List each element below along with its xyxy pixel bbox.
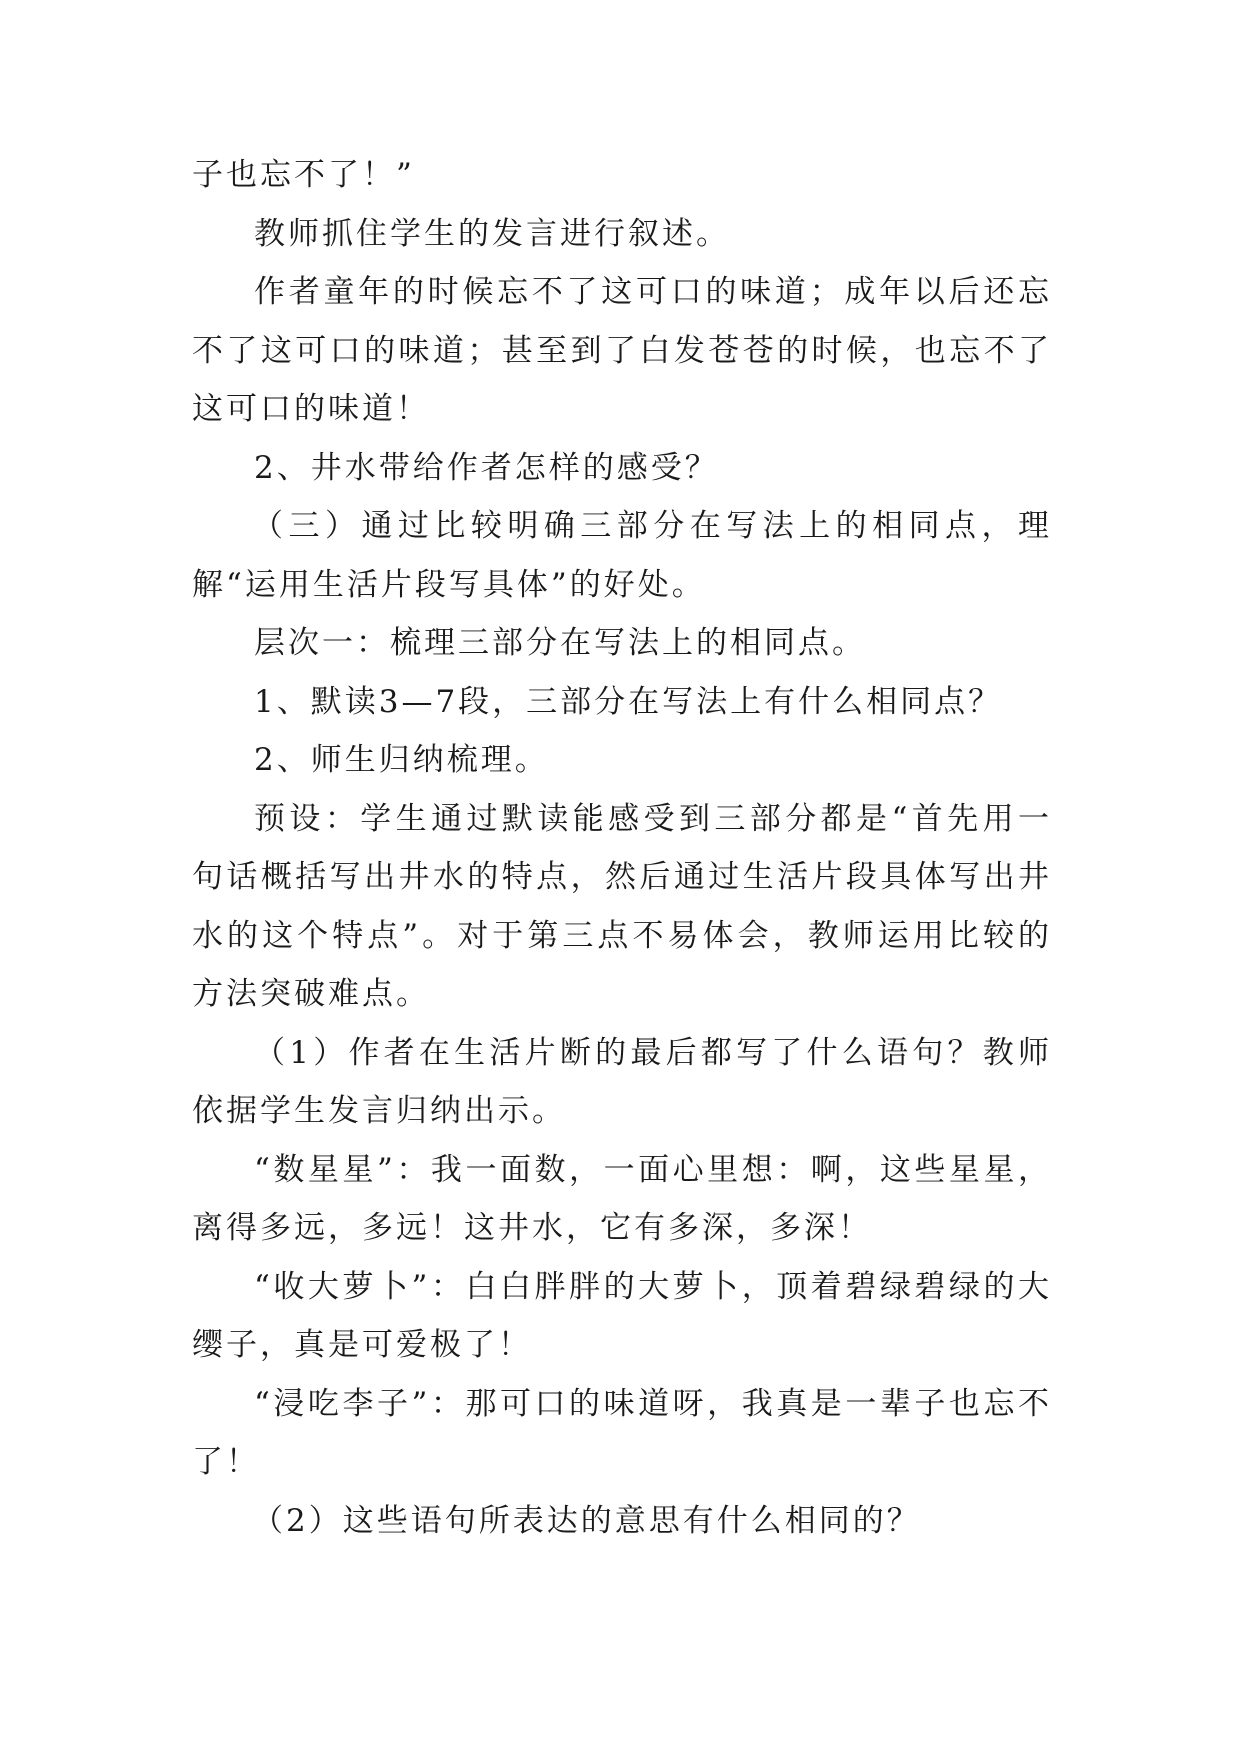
paragraph-8: 2、师生归纳梳理。 xyxy=(254,742,549,778)
paragraph-5: （三）通过比较明确三部分在写法上的相同点，理解“运用生活片段写具体”的好处。 xyxy=(192,508,1052,603)
paragraph-12: “收大萝卜”：白白胖胖的大萝卜，顶着碧绿碧绿的大缨子，真是可爱极了！ xyxy=(192,1268,1052,1363)
paragraph-2: 教师抓住学生的发言进行叙述。 xyxy=(254,215,730,252)
paragraph-6: 层次一：梳理三部分在写法上的相同点。 xyxy=(254,625,866,661)
document-body xyxy=(192,146,1052,1550)
paragraph-1: 子也忘不了！” xyxy=(192,157,415,193)
paragraph-10: （1）作者在生活片断的最后都写了什么语句？教师依据学生发言归纳出示。 xyxy=(192,1034,1052,1129)
paragraph-7: 1、默读3—7段，三部分在写法上有什么相同点？ xyxy=(254,683,1003,720)
paragraph-3: 作者童年的时候忘不了这可口的味道；成年以后还忘不了这可口的味道；甚至到了白发苍苍的时候，也忘不了这可口的味道！ xyxy=(192,274,1052,427)
paragraph-14: （2）这些语句所表达的意思有什么相同的？ xyxy=(252,1502,921,1539)
paragraph-11: “数星星”：我一面数，一面心里想：啊，这些星星，离得多远，多远！这井水，它有多深，多深！ xyxy=(192,1151,1052,1246)
paragraph-4: 2、井水带给作者怎样的感受？ xyxy=(254,449,719,486)
paragraph-9: 预设：学生通过默读能感受到三部分都是“首先用一句话概括写出井水的特点，然后通过生活片段具体写出井水的这个特点”。对于第三点不易体会，教师运用比较的方法突破难点。 xyxy=(192,800,1052,1012)
paragraph-13: “浸吃李子”：那可口的味道呀，我真是一辈子也忘不了！ xyxy=(192,1385,1052,1480)
